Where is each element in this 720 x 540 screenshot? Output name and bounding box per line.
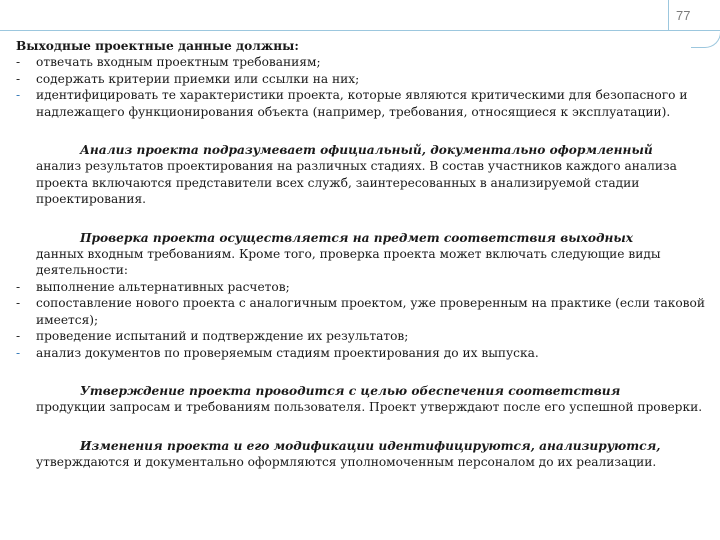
output-item bbox=[16, 87, 708, 120]
output-item bbox=[16, 71, 708, 87]
verification-text: данных входным требованиям. Кроме того, проверка проекта может включать следующие виды деятельности: bbox=[36, 247, 661, 278]
header-rule bbox=[0, 30, 720, 31]
output-heading: Выходные проектные данные должны: bbox=[16, 39, 299, 53]
changes-text: утверждаются и документально оформляются уполномоченным персоналом до их реализации. bbox=[36, 455, 657, 470]
verification-item bbox=[16, 279, 708, 295]
verification-item-text: выполнение альтернативных расчетов; bbox=[36, 279, 290, 294]
dash-bullet: - bbox=[16, 329, 21, 344]
verification-section bbox=[16, 230, 708, 279]
verification-item-text: анализ документов по проверяемым стадиям проектирования до их выпуска. bbox=[36, 345, 539, 360]
changes-lead: Изменения проекта и его модификации идентифицируются, анализируются, bbox=[80, 438, 661, 453]
approval-section bbox=[16, 383, 708, 416]
slide-body bbox=[16, 38, 708, 471]
dash-bullet: - bbox=[16, 279, 21, 294]
analysis-section bbox=[16, 142, 708, 208]
changes-section bbox=[16, 438, 708, 471]
analysis-text: анализ результатов проектирования на различных стадиях. В состав участников каждого анализа проекта включаются представители всех служб, заинтересованных в анализируемой стадии проектирования. bbox=[36, 159, 677, 207]
output-item bbox=[16, 54, 708, 70]
dash-bullet: - bbox=[16, 71, 21, 86]
verification-item bbox=[16, 328, 708, 344]
output-item-text: идентифицировать те характеристики проекта, которые являются критическими для безопасного и надлежащего функционирования объекта (например, требования, относящиеся к эксплуатации). bbox=[36, 88, 688, 119]
dash-bullet: - bbox=[16, 88, 21, 103]
page-number: 77 bbox=[676, 8, 691, 23]
analysis-lead: Анализ проекта подразумевает официальный, документально оформленный bbox=[80, 143, 653, 158]
output-item-text: отвечать входным проектным требованиям; bbox=[36, 55, 321, 70]
dash-bullet: - bbox=[16, 55, 21, 70]
verification-item bbox=[16, 345, 708, 361]
verification-item-text: сопоставление нового проекта с аналогичным проектом, уже проверенным на практике (если таковой имеется); bbox=[36, 296, 705, 327]
approval-text: продукции запросам и требованиям пользователя. Проект утверждают после его успешной проверки. bbox=[36, 400, 703, 415]
output-item-text: содержать критерии приемки или ссылки на них; bbox=[36, 71, 360, 86]
verification-lead: Проверка проекта осуществляется на предмет соответствия выходных bbox=[80, 230, 634, 245]
verification-item-text: проведение испытаний и подтверждение их результатов; bbox=[36, 329, 409, 344]
approval-lead: Утверждение проекта проводится с целью обеспечения соответствия bbox=[80, 383, 621, 398]
dash-bullet: - bbox=[16, 345, 21, 360]
verification-item bbox=[16, 295, 708, 328]
dash-bullet: - bbox=[16, 296, 21, 311]
header-divider bbox=[668, 0, 669, 30]
